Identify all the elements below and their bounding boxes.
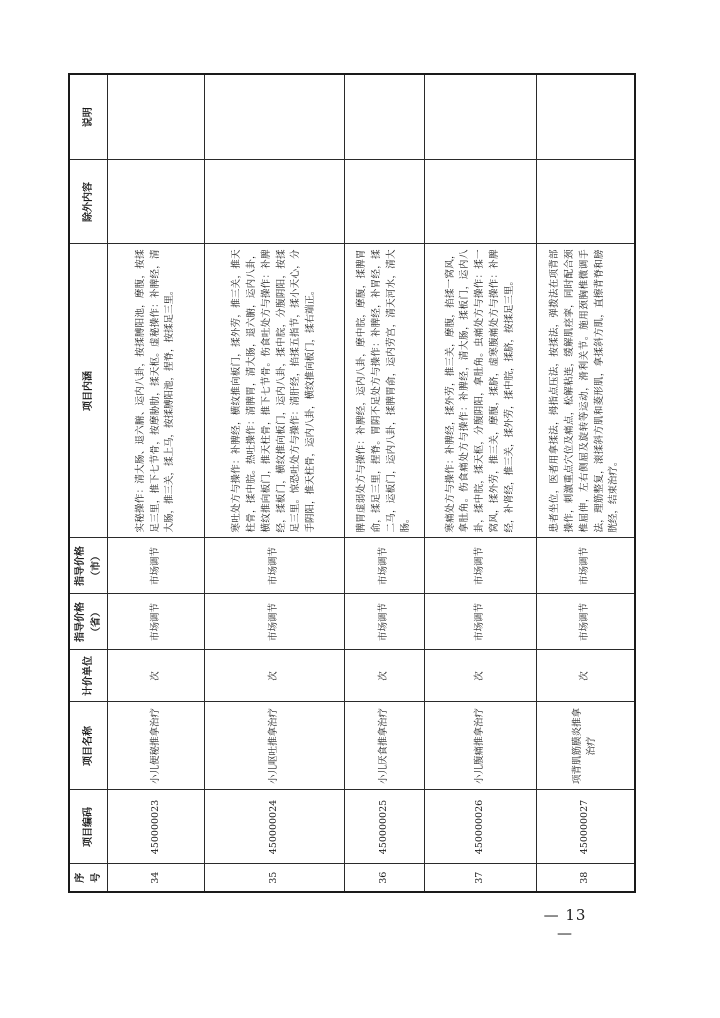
row-unit: 次 [537,650,635,702]
row-note [537,74,635,160]
header-row [69,74,108,892]
header-cell-name: 项目名称 [69,702,108,790]
row-price-prov: 市场调节 [345,594,425,650]
row-code: 450000023 [108,790,205,864]
row-note [205,74,345,160]
row-name: 项背肌筋膜炎推拿治疗 [537,702,635,790]
row-price-city: 市场调节 [425,538,537,594]
row-note [108,74,205,160]
row-exclude [425,160,537,244]
header-cell-exclude: 除外内容 [69,160,108,244]
row-no: 38 [537,864,635,892]
row-unit: 次 [345,650,425,702]
row-exclude [345,160,425,244]
header-cell-price-prov: 指导价格（省） [69,594,108,650]
row-name: 小儿厌食推拿治疗 [345,702,425,790]
header-cell-unit: 计价单位 [69,650,108,702]
rotated-table-frame [68,75,620,893]
row-name: 小儿便秘推拿治疗 [108,702,205,790]
row-price-prov: 市场调节 [108,594,205,650]
row-name: 小儿呕吐推拿治疗 [205,702,345,790]
row-note [425,74,537,160]
row-name: 小儿腹痛推拿治疗 [425,702,537,790]
row-unit: 次 [108,650,205,702]
row-no: 34 [108,864,205,892]
header-cell-note: 说明 [69,74,108,160]
row-price-prov: 市场调节 [537,594,635,650]
header-cell-content: 项目内涵 [69,244,108,538]
row-unit: 次 [425,650,537,702]
header-cell-price-city: 指导价格（市） [69,538,108,594]
row-note [345,74,425,160]
row-price-prov: 市场调节 [205,594,345,650]
row-no: 35 [205,864,345,892]
row-exclude [108,160,205,244]
row-code: 450000026 [425,790,537,864]
header-cell-code: 项目编码 [69,790,108,864]
row-exclude [537,160,635,244]
row-price-city: 市场调节 [537,538,635,594]
table-row [205,74,345,892]
row-unit: 次 [205,650,345,702]
row-no: 36 [345,864,425,892]
row-price-prov: 市场调节 [425,594,537,650]
row-content: 脾胃虚弱处方与操作：补脾经，运内八卦，摩中脘，摩腹，揉脾胃俞，揉足三里，捏脊。胃阴不足处方与操作：补脾经，补胃经，揉二马，运板门，运内八卦，揉脾胃俞，运内劳宫，清天河水，清大肠。 [345,244,425,538]
row-content: 寒吐处方与操作：补脾经，横纹推向板门，揉外劳，推三关，推天柱骨，揉中脘。热吐操作：清脾胃，清大肠，退六腑，运内八卦，横纹推向板门，推天柱骨，推下七节骨。伤食吐处方与操作：补脾经，揉板门，横纹推向板门，运内八卦，揉中脘，分腹阴阳，按揉足三里。惊恐吐处方与操作：清肝经，掐揉五指节，揉小天心，分手阴阳，推天柱骨，运内八卦，横纹推向板门，揉右端正。 [205,244,345,538]
pricing-table [68,73,636,893]
table-row [345,74,425,892]
row-code: 450000024 [205,790,345,864]
row-price-city: 市场调节 [345,538,425,594]
row-price-city: 市场调节 [205,538,345,594]
table-row [108,74,205,892]
row-content: 患者坐位，医者用拿揉法，拇指点压法，按揉法，弹拨法在项背部操作，刺激重点穴位及痛点，松解粘连，缓解肌痉挛，同时配合颈椎屈伸，左右侧屈及旋转等运动，滑利关节。施用颈胸椎微调手法，理筋整复，滚揉斜方肌和菱形肌，拿揉斜方肌，直擦背脊和膀胱经，结束治疗。 [537,244,635,538]
row-code: 450000025 [345,790,425,864]
table-row [537,74,635,892]
row-exclude [205,160,345,244]
table-row [425,74,537,892]
row-no: 37 [425,864,537,892]
page-number: — 13 — [543,906,587,942]
row-content: 寒痛处方与操作：补脾经，揉外劳，推三关，摩腹，掐揉一窝风，拿肚角。伤食痛处方与操作：补脾经，清大肠，揉板门，运内八卦，揉中脘，揉天枢，分腹阴阳，拿肚角。虫痛处方与操作：揉一窝风，揉外劳，推三关，摩腹，揉脐，虚寒腹痛处方与操作：补脾经，补肾经，推三关，揉外劳，揉中脘，揉脐，按揉足三里。 [425,244,537,538]
header-cell-no: 序号 [69,864,108,892]
row-content: 实秘操作：清大肠、退六腑、运内八卦，按揉膊阳池，摩腹，按揉足三里，推下七节骨，按摩胁肋，揉天枢。虚秘操作：补脾经，清大肠，推三关，揉上马，按揉膊阳池，捏脊，按揉足三里。 [108,244,205,538]
row-price-city: 市场调节 [108,538,205,594]
row-code: 450000027 [537,790,635,864]
